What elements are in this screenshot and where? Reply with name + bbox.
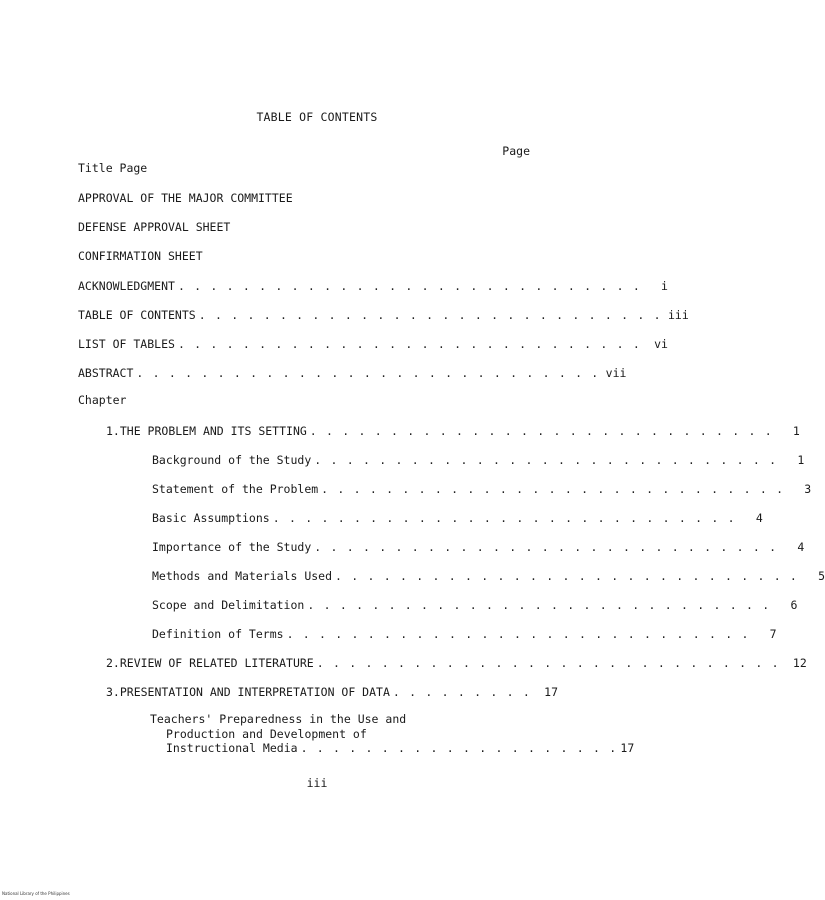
toc-entry-label: APPROVAL OF THE MAJOR COMMITTEE [78, 191, 293, 205]
section-page: 4 [755, 511, 763, 525]
section-label-line [150, 741, 635, 756]
chapter-page: 17 [544, 685, 558, 699]
toc-entry [78, 220, 230, 234]
leader-dots: . . . . . . . . . . . . . . . . . . . . . . . . . . . . . [177, 279, 641, 293]
toc-entry-label: TABLE OF CONTENTS [78, 308, 196, 322]
section-entry [152, 511, 763, 525]
toc-entry-label: ACKNOWLEDGMENT [78, 279, 175, 293]
chapter-number: 3. [106, 685, 120, 699]
section-page: 5 [818, 569, 825, 583]
leader-dots: . . . . . . . . . . . . . . . . . . . . . . . . . . . . . [198, 308, 662, 322]
leader-dots: . . . . . . . . . . . . . . . . . . . . . . . . . . . . . [314, 453, 778, 467]
toc-entry [78, 191, 293, 205]
section-entry [152, 540, 805, 554]
chapter-number: 1. [106, 424, 120, 438]
section-page: 17 [620, 741, 635, 755]
section-label: Definition of Terms [152, 627, 284, 641]
leader-dots: . . . . . . . . . . . . . . . . . . . . [300, 741, 618, 755]
toc-entry-label: ABSTRACT [78, 366, 134, 380]
toc-entry-page: iii [667, 308, 689, 322]
toc-entry-label: DEFENSE APPROVAL SHEET [78, 220, 231, 234]
section-label-line: Production and Development of [166, 726, 367, 741]
section-label-line: Teachers' Preparedness in the Use and [150, 712, 407, 726]
toc-title: TABLE OF CONTENTS [256, 110, 378, 124]
chapter-entry [106, 656, 807, 670]
leader-dots: . . . . . . . . . . . . . . . . . . . . . . . . . . . . . [321, 482, 785, 496]
chapter-number: 2. [106, 656, 120, 670]
section-page: 6 [790, 598, 798, 612]
leader-dots: . . . . . . . . . . . . . . . . . . . . . . . . . . . . . [136, 366, 600, 380]
toc-entry-label: Title Page [78, 161, 148, 175]
page-column-header: Page [502, 144, 530, 158]
section-label: Importance of the Study [152, 540, 312, 554]
toc-entry [78, 366, 627, 380]
section-page: 4 [797, 540, 805, 554]
leader-dots: . . . . . . . . . . . . . . . . . . . . . . . . . . . . . [309, 424, 773, 438]
chapter-entry [106, 685, 558, 699]
section-entry [152, 569, 825, 583]
page-number: iii [306, 776, 328, 790]
toc-entry [78, 308, 689, 322]
leader-dots: . . . . . . . . . . . . . . . . . . . . . . . . . . . . . [272, 511, 736, 525]
toc-entry-label: CONFIRMATION SHEET [78, 249, 203, 263]
toc-entry [78, 337, 668, 351]
section-label: Background of the Study [152, 453, 312, 467]
section-entry [152, 627, 777, 641]
section-page: 1 [797, 453, 805, 467]
section-label: Instructional Media [166, 741, 298, 755]
chapter-label: REVIEW OF RELATED LITERATURE [119, 656, 314, 670]
leader-dots: . . . . . . . . . . . . . . . . . . . . . . . . . . . . . [177, 337, 641, 351]
section-label: Scope and Delimitation [152, 598, 305, 612]
chapter-label: THE PROBLEM AND ITS SETTING [119, 424, 307, 438]
toc-entry-label: LIST OF TABLES [78, 337, 175, 351]
archive-footer: National Library of the Philippines [2, 891, 70, 896]
chapter-page: 1 [792, 424, 800, 438]
chapter-entry [106, 424, 800, 438]
toc-entry [78, 161, 147, 175]
leader-dots: . . . . . . . . . . . . . . . . . . . . . . . . . . . . . [314, 540, 778, 554]
section-page: 3 [804, 482, 812, 496]
toc-entry-page: vi [654, 337, 668, 351]
section-label: Statement of the Problem [152, 482, 319, 496]
leader-dots: . . . . . . . . . . . . . . . . . . . . . . . . . . . . . [307, 598, 771, 612]
toc-entry-page: vii [605, 366, 627, 380]
leader-dots: . . . . . . . . . . . . . . . . . . . . . . . . . . . . . [335, 569, 799, 583]
section-entry-multiline [150, 712, 635, 756]
section-page: 7 [769, 627, 777, 641]
toc-entry-page: i [661, 279, 668, 293]
leader-dots: . . . . . . . . . . . . . . . . . . . . . . . . . . . . . [286, 627, 750, 641]
section-entry [152, 482, 812, 496]
section-entry [152, 598, 798, 612]
chapter-label: PRESENTATION AND INTERPRETATION OF DATA [119, 685, 390, 699]
section-label: Basic Assumptions [152, 511, 270, 525]
toc-entry [78, 279, 668, 293]
chapter-page: 12 [792, 656, 807, 670]
toc-entry [78, 249, 203, 263]
section-label: Methods and Materials Used [152, 569, 333, 583]
leader-dots: . . . . . . . . . [392, 685, 531, 699]
leader-dots: . . . . . . . . . . . . . . . . . . . . . . . . . . . . . [316, 656, 780, 670]
chapter-heading: Chapter [78, 393, 127, 407]
section-entry [152, 453, 805, 467]
